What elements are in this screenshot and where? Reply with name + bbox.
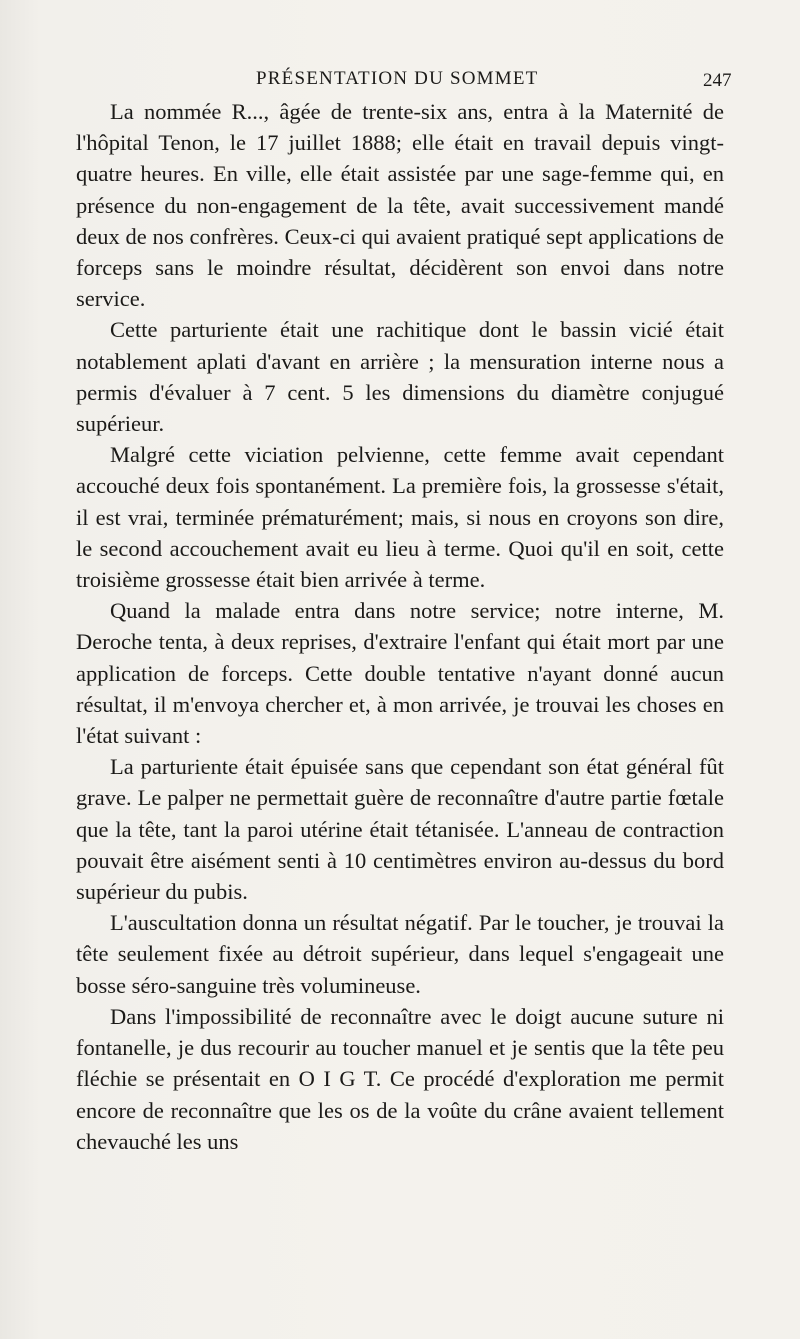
body-text — [76, 96, 724, 1157]
paragraph: Quand la malade entra dans notre service; notre interne, M. Deroche tenta, à deux reprises, d'extraire l'enfant qui était mort par une application de forceps. Cette double tentative n'ayant donné aucun résultat, il m'envoya chercher et, à mon arrivée, je trouvai les choses en l'état suivant : — [76, 598, 724, 749]
page-header — [0, 68, 800, 96]
paragraph: Dans l'impossibilité de reconnaître avec le doigt aucune suture ni fontanelle, je dus recourir au toucher manuel et je sentis que la tête peu fléchie se présentait en O I G T. Ce procédé d'exploration me permit encore de reconnaître que les os de la voûte du crâne avaient tellement chevauché les uns — [76, 1003, 724, 1154]
paragraph: La parturiente était épuisée sans que cependant son état général fût grave. Le palper ne permettait guère de reconnaître d'autre partie fœtale que la tête, tant la paroi utérine était tétanisée. L'anneau de contraction pouvait être aisément senti à 10 centimètres environ au-dessus du bord supérieur du pubis. — [76, 754, 724, 905]
paragraph: Cette parturiente était une rachitique dont le bassin vicié était notablement aplati d'avant en arrière ; la mensuration interne nous a permis d'évaluer à 7 cent. 5 les dimensions du diamètre conjugué supérieur. — [76, 317, 724, 437]
paragraph: L'auscultation donna un résultat négatif. Par le toucher, je trouvai la tête seulement fixée au détroit supérieur, dans lequel s'engageait une bosse séro-sanguine très volumineuse. — [76, 910, 724, 998]
paragraph: La nommée R..., âgée de trente-six ans, entra à la Maternité de l'hôpital Tenon, le 17 juillet 1888; elle était en travail depuis vingt-quatre heures. En ville, elle était assistée par une sage-femme qui, en présence du non-engagement de la tête, avait successivement mandé deux de nos confrères. Ceux-ci qui avaient pratiqué sept applications de forceps sans le moindre résultat, décidèrent son envoi dans notre service. — [76, 99, 724, 312]
page-number: 247 — [703, 70, 732, 91]
paragraph: Malgré cette viciation pelvienne, cette femme avait cependant accouché deux fois spontanément. La première fois, la grossesse s'était, il est vrai, terminée prématurément; mais, si nous en croyons son dire, le second accouchement avait eu lieu à terme. Quoi qu'il en soit, cette troisième grossesse était bien arrivée à terme. — [76, 442, 724, 593]
running-title: PRÉSENTATION DU SOMMET — [256, 68, 539, 89]
